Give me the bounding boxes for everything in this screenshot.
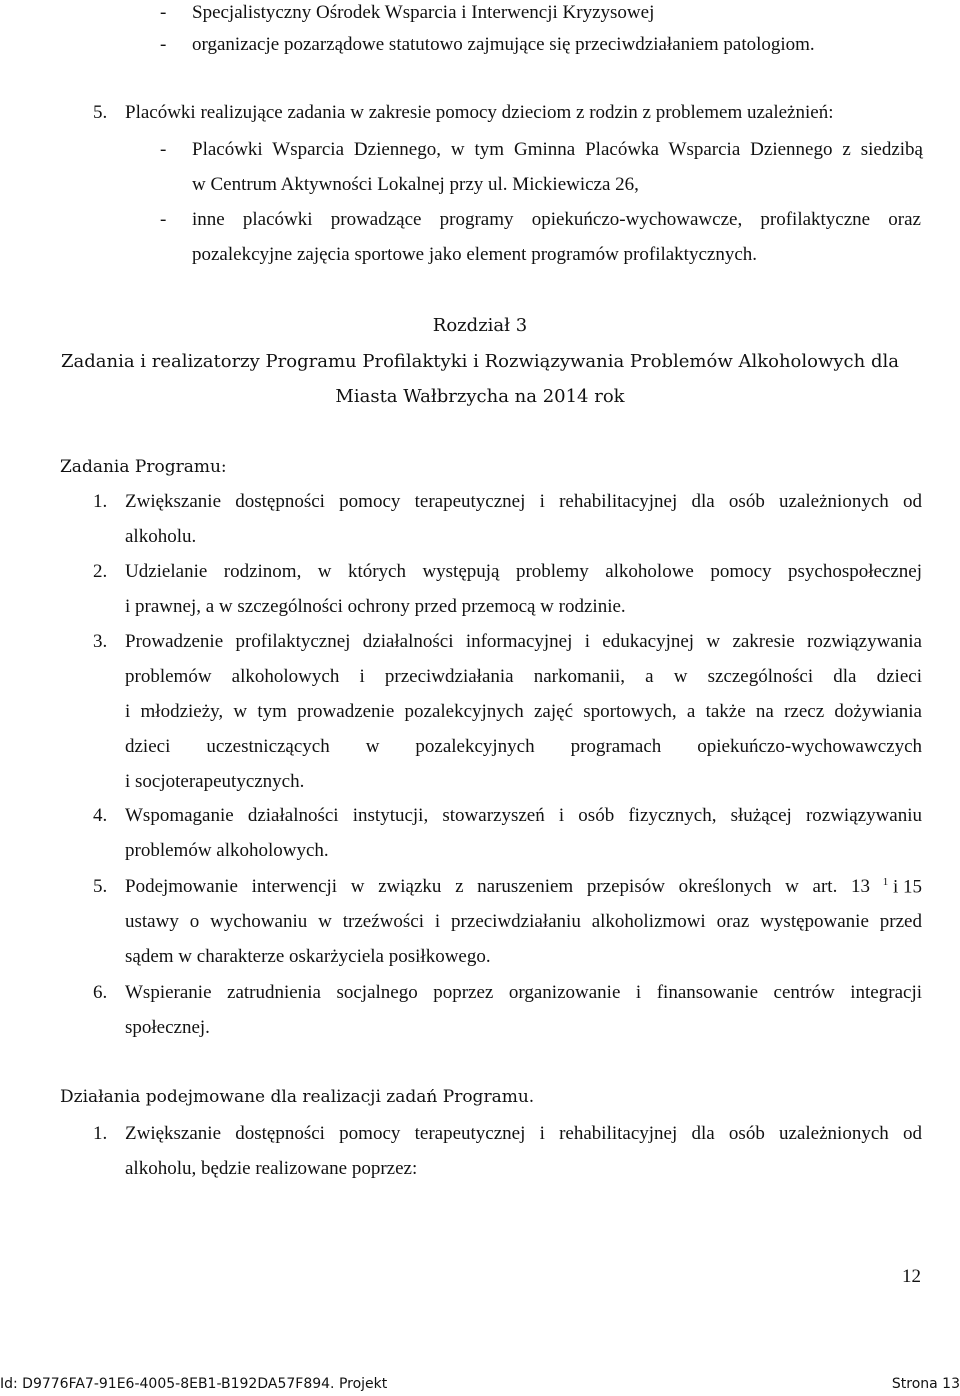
list-item-text: alkoholu. [125, 526, 197, 547]
page-number: 12 [902, 1266, 921, 1287]
list-item-text: Zwiększanie dostępności pomocy terapeutycznej i rehabilitacyjnej dla osób uzależnionych od [125, 491, 922, 512]
list-item-text: Zwiększanie dostępności pomocy terapeutycznej i rehabilitacyjnej dla osób uzależnionych od [125, 1123, 922, 1144]
chapter-title: Rozdział 3 [432, 315, 528, 336]
list-number: 5. [93, 102, 108, 123]
list-item-text: Wspieranie zatrudnienia socjalnego poprzez organizowanie i finansowanie centrów integracji [125, 982, 922, 1003]
list-item-text: i socjoterapeutycznych. [125, 771, 305, 792]
bullet-dash: - [160, 2, 167, 23]
list-number: 6. [93, 982, 108, 1003]
bullet-dash: - [160, 139, 167, 160]
bullet-text: organizacje pozarządowe statutowo zajmujące się przeciwdziałaniem patologiom. [192, 34, 815, 55]
list-number: 1. [93, 1123, 108, 1144]
chapter-subtitle: Miasta Wałbrzycha na 2014 rok [335, 386, 625, 407]
bullet-text: w Centrum Aktywności Lokalnej przy ul. Mickiewicza 26, [192, 174, 639, 195]
bullet-dash: - [160, 34, 167, 55]
list-item-text: dzieci uczestniczących w pozalekcyjnych programach opiekuńczo-wychowawczych [125, 736, 922, 757]
list-item-text: społecznej. [125, 1017, 210, 1038]
chapter-subtitle: Zadania i realizatorzy Programu Profilaktyki i Rozwiązywania Problemów Alkoholowych dla [61, 351, 899, 372]
list-item-text: Placówki realizujące zadania w zakresie pomocy dzieciom z rodzin z problemem uzależnień: [125, 102, 834, 123]
list-item-line: i 15 [888, 876, 922, 898]
list-item-text: i młodzieży, w tym prowadzenie pozalekcyjnych zajęć sportowych, a także na rzecz dożywiania [125, 701, 922, 722]
bullet-text: Placówki Wsparcia Dziennego, w tym Gminna Placówka Wsparcia Dziennego z siedzibą [192, 139, 923, 160]
list-item-text: Udzielanie rodzinom, w których występują problemy alkoholowe pomocy psychospołecznej [125, 561, 922, 582]
list-item-text: problemów alkoholowych i przeciwdziałania narkomanii, a w szczególności dla dzieci [125, 666, 922, 687]
list-item-text: Wspomaganie działalności instytucji, stowarzyszeń i osób fizycznych, służącej rozwiązywaniu [125, 805, 922, 826]
bullet-text: Specjalistyczny Ośrodek Wsparcia i Interwencji Kryzysowej [192, 2, 655, 23]
list-item-text: sądem w charakterze oskarżyciela posiłkowego. [125, 946, 491, 967]
list-item-text: ustawy o wychowaniu w trzeźwości i przeciwdziałaniu alkoholizmowi oraz występowanie przed [125, 911, 922, 932]
list-item-text: alkoholu, będzie realizowane poprzez: [125, 1158, 418, 1179]
list-item-text [125, 876, 922, 898]
list-item-line: Podejmowanie interwencji w związku z naruszeniem przepisów określonych w art. 13 [125, 876, 870, 897]
footnote-ref [883, 876, 922, 898]
superscript: 1 [882, 876, 889, 888]
list-number: 5. [93, 876, 108, 897]
footer-document-id: Id: D9776FA7-91E6-4005-8EB1-B192DA57F894. Projekt [0, 1376, 388, 1392]
list-number: 1. [93, 491, 108, 512]
bullet-text: inne placówki prowadzące programy opiekuńczo-wychowawcze, profilaktyczne oraz [192, 209, 921, 230]
section-heading: Działania podejmowane dla realizacji zadań Programu. [60, 1087, 535, 1107]
list-number: 2. [93, 561, 108, 582]
list-item-text: problemów alkoholowych. [125, 840, 329, 861]
list-item-text: i prawnej, a w szczególności ochrony przed przemocą w rodzinie. [125, 596, 626, 617]
list-item-text: Prowadzenie profilaktycznej działalności informacyjnej i edukacyjnej w zakresie rozwiązywania [125, 631, 922, 652]
list-number: 3. [93, 631, 108, 652]
bullet-dash: - [160, 209, 167, 230]
section-heading: Zadania Programu: [60, 457, 227, 477]
list-number: 4. [93, 805, 108, 826]
footer-page-label: Strona 13 [891, 1376, 960, 1392]
bullet-text: pozalekcyjne zajęcia sportowe jako element programów profilaktycznych. [192, 244, 758, 265]
